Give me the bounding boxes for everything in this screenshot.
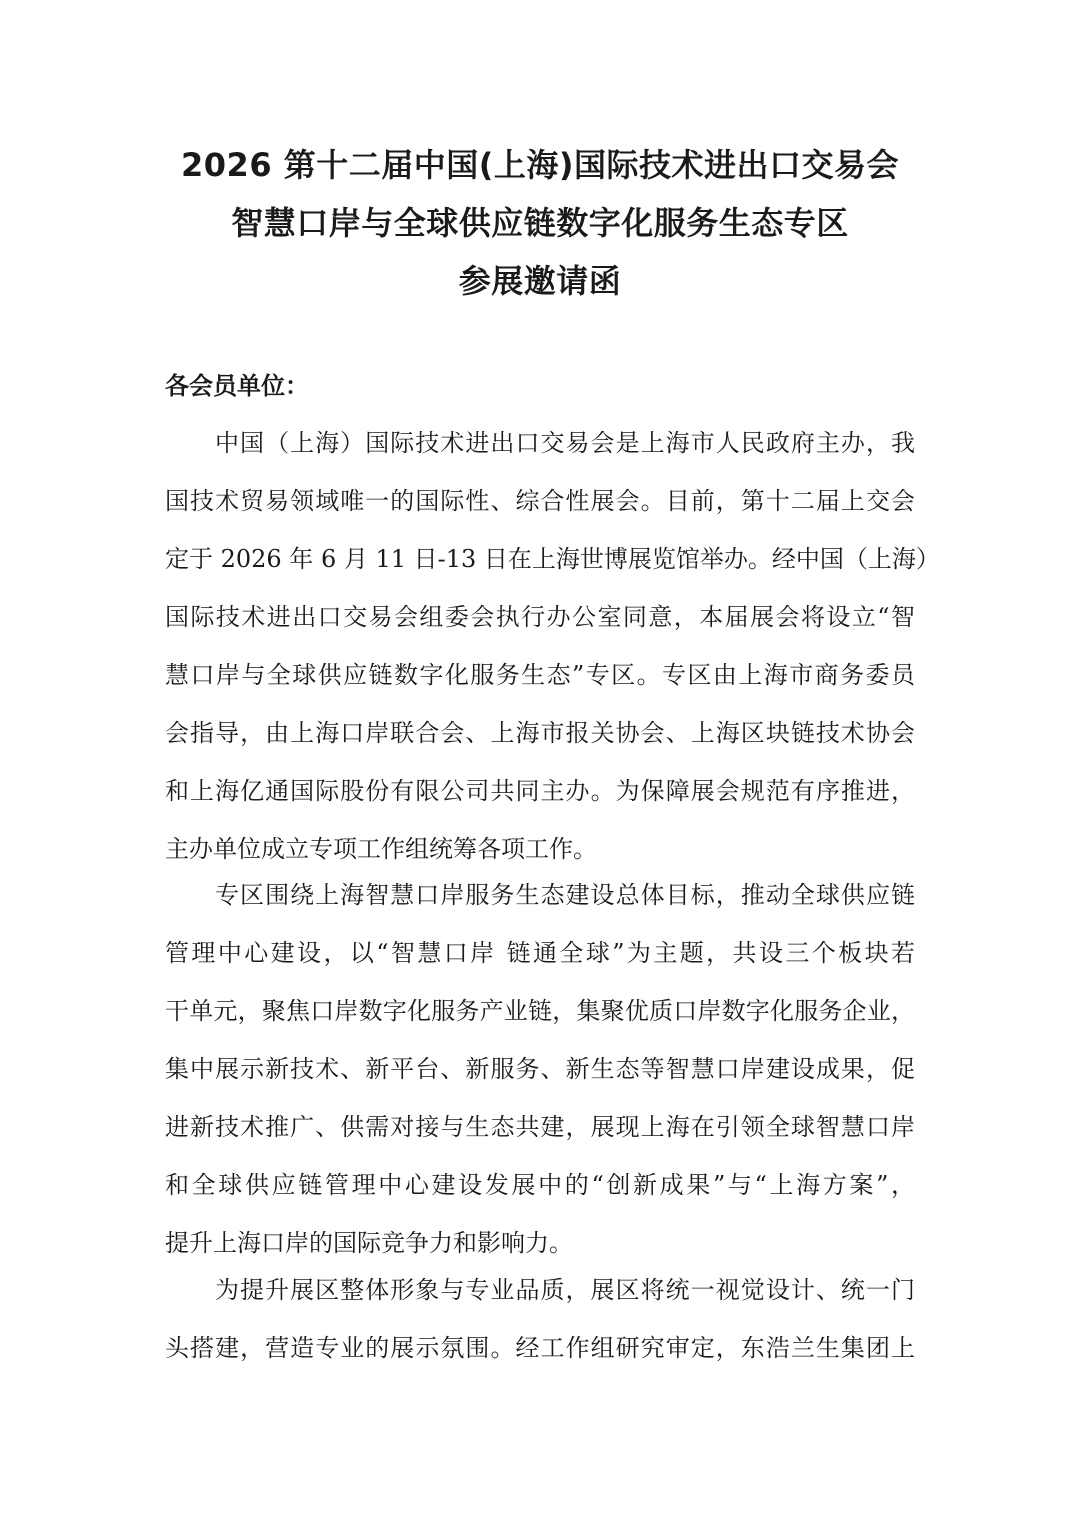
title-line-3: 参展邀请函 <box>458 262 622 300</box>
paragraph-line: 会指导，由上海口岸联合会、上海市报关协会、上海区块链技术协会 <box>165 719 915 747</box>
paragraph-line: 集中展示新技术、新平台、新服务、新生态等智慧口岸建设成果，促 <box>165 1055 915 1083</box>
paragraph-line: 国技术贸易领域唯一的国际性、综合性展会。目前，第十二届上交会 <box>165 487 915 515</box>
paragraph-line: 定于 2026 年 6 月 11 日-13 日在上海世博展览馆举办。经中国（上海） <box>165 545 940 573</box>
paragraph-line: 主办单位成立专项工作组统筹各项工作。 <box>165 835 597 863</box>
paragraph-line: 进新技术推广、供需对接与生态共建，展现上海在引领全球智慧口岸 <box>165 1113 915 1141</box>
paragraph-line: 慧口岸与全球供应链数字化服务生态”专区。专区由上海市商务委员 <box>165 661 915 689</box>
paragraph-line: 管理中心建设，以“智慧口岸 链通全球”为主题，共设三个板块若 <box>165 939 915 967</box>
paragraph-1 <box>165 414 940 878</box>
salutation: 各会员单位： <box>165 372 309 400</box>
paragraph-line: 专区围绕上海智慧口岸服务生态建设总体目标，推动全球供应链 <box>215 881 915 909</box>
paragraph-3 <box>165 1261 915 1377</box>
paragraph-line: 头搭建，营造专业的展示氛围。经工作组研究审定，东浩兰生集团上 <box>165 1334 915 1362</box>
paragraph-line: 和上海亿通国际股份有限公司共同主办。为保障展会规范有序推进， <box>165 777 915 805</box>
title-line-1: 2026 第十二届中国(上海)国际技术进出口交易会 <box>181 146 899 184</box>
title-line-2: 智慧口岸与全球供应链数字化服务生态专区 <box>231 204 849 242</box>
document-title <box>0 136 1080 310</box>
paragraph-line: 干单元，聚焦口岸数字化服务产业链，集聚优质口岸数字化服务企业， <box>165 997 915 1025</box>
paragraph-line: 提升上海口岸的国际竞争力和影响力。 <box>165 1229 573 1257</box>
paragraph-line: 和全球供应链管理中心建设发展中的“创新成果”与“上海方案”， <box>165 1171 915 1199</box>
paragraph-line: 中国（上海）国际技术进出口交易会是上海市人民政府主办，我 <box>215 429 915 457</box>
paragraph-line: 为提升展区整体形象与专业品质，展区将统一视觉设计、统一门 <box>215 1276 915 1304</box>
paragraph-line: 国际技术进出口交易会组委会执行办公室同意，本届展会将设立“智 <box>165 603 915 631</box>
paragraph-2 <box>165 866 915 1272</box>
